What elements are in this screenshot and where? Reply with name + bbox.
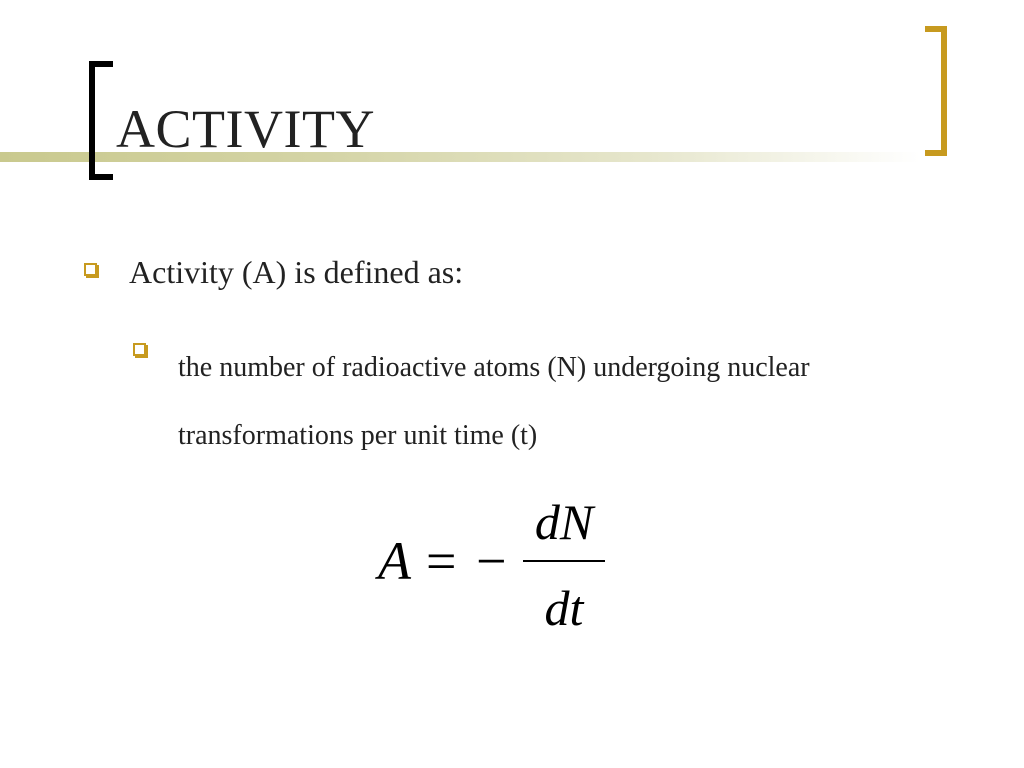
- activity-formula: [378, 494, 638, 638]
- formula-minus-sign: −: [476, 531, 507, 591]
- slide-title: ACTIVITY: [116, 99, 375, 159]
- formula-lhs: A: [378, 531, 411, 591]
- bullet-level-1-text: Activity (A) is defined as:: [129, 254, 464, 290]
- formula-numerator: dN: [534, 494, 594, 550]
- left-bracket-icon: [89, 61, 113, 180]
- formula-equals-sign: =: [426, 531, 457, 591]
- bullet-level-2-text: the number of radioactive atoms (N) undergoing nuclear transformations per unit time (t): [178, 352, 810, 451]
- hollow-square-bullet-icon: [84, 263, 97, 276]
- formula-denominator: dt: [544, 580, 584, 636]
- formula-fraction-bar: [523, 560, 605, 562]
- hollow-square-bullet-icon: [133, 343, 146, 356]
- right-bracket-icon: [925, 26, 947, 156]
